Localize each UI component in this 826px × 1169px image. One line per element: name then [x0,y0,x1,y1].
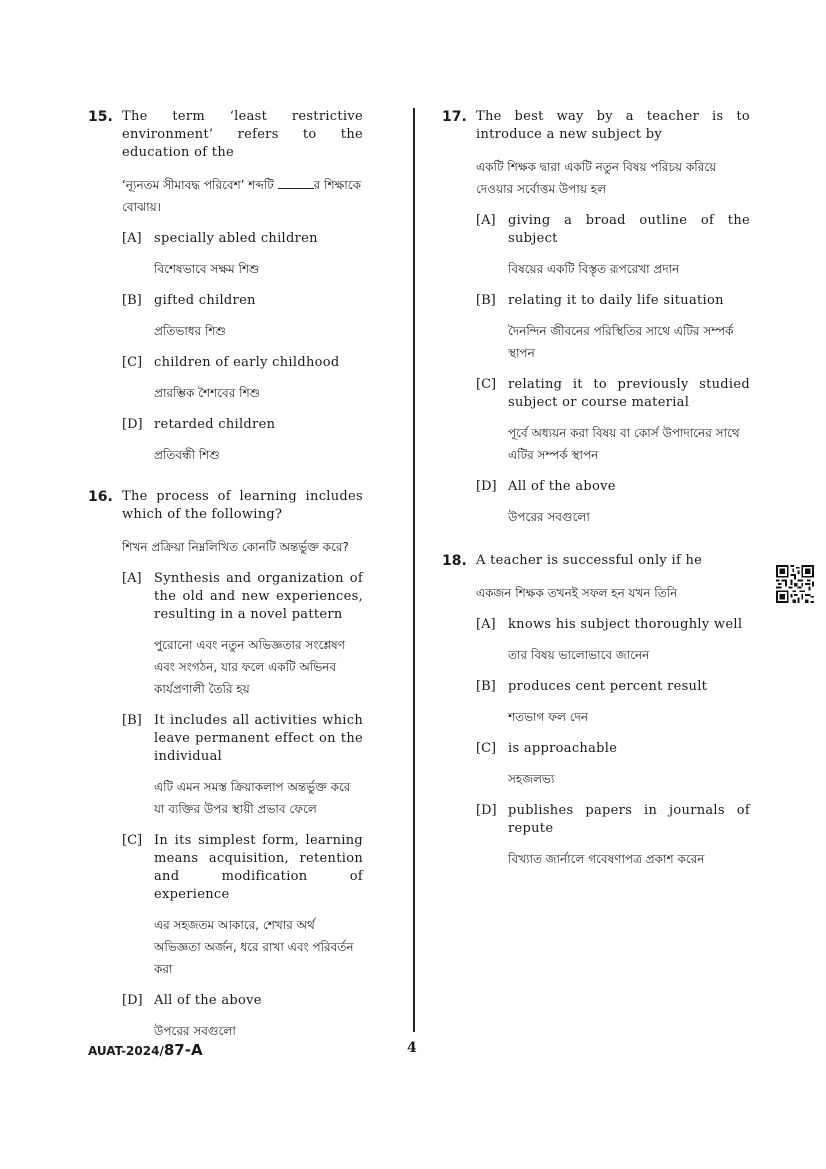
option-c[interactable] [476,376,750,466]
option-text-bn: বিষয়ের একটি বিস্তৃত রূপরেখা প্রদান [508,262,680,276]
question-text-en: The term ‘least restrictive environment’ refers to the education of the [122,109,363,160]
question-text-bn: একজন শিক্ষক তখনই সফল হন যখন তিনি [476,586,678,600]
option-text-en: is approachable [508,741,618,756]
option-label: [C] [122,833,143,848]
option-text-en: In its simplest form, learning means acquisition, retention and modification of experience [154,833,363,902]
question-18 [442,552,750,870]
option-label: [D] [476,479,497,494]
option-text-bn: বিখ্যাত জার্নালে গবেষণাপত্র প্রকাশ করেন [508,852,705,866]
right-column [442,108,750,870]
question-text-bn: ‘ন্যূনতম সীমাবদ্ধ পরিবেশ’ শব্দটি র শিক্ষাকে বোঝায়। [122,178,362,214]
question-text-en: A teacher is successful only if he [476,553,703,568]
option-label: [B] [476,293,496,308]
option-text-en: produces cent percent result [508,679,708,694]
qr-code-icon [776,565,814,603]
option-text-en: retarded children [154,417,276,432]
option-text-en: All of the above [508,479,616,494]
option-a[interactable] [122,570,363,700]
option-c[interactable] [476,740,750,790]
option-a[interactable] [476,616,750,666]
option-text-en: relating it to previously studied subject or course material [508,377,750,410]
option-text-bn: সহজলভ্য [508,772,555,786]
question-text-en: The process of learning includes which of the following? [122,489,363,522]
option-text-bn: পূর্বে অধ্যয়ন করা বিষয় বা কোর্স উপাদানের সাথে এটির সম্পর্ক স্থাপন [508,426,740,462]
option-label: [A] [476,617,496,632]
option-text-bn: শতভাগ ফল দেন [508,710,589,724]
option-a[interactable] [476,212,750,280]
option-a[interactable] [122,230,363,280]
option-text-bn: প্রতিভাধর শিশু [154,324,226,338]
option-text-en: knows his subject thoroughly well [508,617,743,632]
question-number: 15. [88,109,113,125]
option-text-bn: প্রতিবন্ধী শিশু [154,448,220,462]
option-text-en: gifted children [154,293,256,308]
question-number: 17. [442,109,467,125]
page-number: 4 [407,1040,417,1056]
option-label: [B] [122,713,142,728]
option-text-en: specially abled children [154,231,318,246]
column-divider [413,108,415,1032]
option-d[interactable] [122,416,363,466]
option-text-en: All of the above [154,993,262,1008]
left-column [88,108,363,1042]
option-label: [C] [122,355,143,370]
option-label: [A] [122,571,142,586]
option-text-bn: বিশেষভাবে সক্ষম শিশু [154,262,260,276]
question-15 [88,108,363,466]
option-b[interactable] [476,292,750,364]
option-label: [B] [122,293,142,308]
question-17 [442,108,750,528]
question-number: 18. [442,553,467,569]
option-text-bn: উপরের সবগুলো [154,1024,236,1038]
option-label: [D] [122,417,143,432]
option-text-bn: এর সহজতম আকারে, শেখার অর্থ অভিজ্ঞতা অর্জন, ধরে রাখা এবং পরিবর্তন করা [154,918,354,976]
option-b[interactable] [476,678,750,728]
option-label: [B] [476,679,496,694]
option-text-en: children of early childhood [154,355,340,370]
option-label: [C] [476,377,497,392]
question-text-bn: একটি শিক্ষক দ্বারা একটি নতুন বিষয় পরিচয় করিয়ে দেওয়ার সর্বোত্তম উপায় হল [476,160,717,196]
option-text-bn: এটি এমন সমস্ত ক্রিয়াকলাপ অন্তর্ভুক্ত করে যা ব্যক্তির উপর স্থায়ী প্রভাব ফেলে [154,780,351,816]
option-label: [A] [122,231,142,246]
option-d[interactable] [122,992,363,1042]
option-label: [A] [476,213,496,228]
option-text-en: giving a broad outline of the subject [508,213,750,246]
option-text-bn: পুরোনো এবং নতুন অভিজ্ঞতার সংশ্লেষণ এবং সংগঠন, যার ফলে একটি অভিনব কার্যপ্রণালী তৈরি হয় [154,638,346,696]
question-text-en: The best way by a teacher is to introduce a new subject by [476,109,750,142]
footer-exam-code: AUAT-2024/87-A [88,1041,203,1059]
option-d[interactable] [476,802,750,870]
option-c[interactable] [122,832,363,980]
question-text-bn: শিখন প্রক্রিয়া নিম্নলিখিত কোনটি অন্তর্ভুক্ত করে? [122,540,349,554]
option-text-bn: উপরের সবগুলো [508,510,590,524]
option-b[interactable] [122,292,363,342]
option-d[interactable] [476,478,750,528]
option-c[interactable] [122,354,363,404]
option-text-bn: প্রারম্ভিক শৈশবের শিশু [154,386,261,400]
option-text-en: It includes all activities which leave permanent effect on the individual [154,713,363,764]
option-text-en: relating it to daily life situation [508,293,724,308]
option-text-bn: দৈনন্দিন জীবনের পরিস্থিতির সাথে এটির সম্পর্ক স্থাপন [508,324,734,360]
question-number: 16. [88,489,113,505]
fill-blank [278,176,314,189]
option-text-bn: তার বিষয় ভালোভাবে জানেন [508,648,650,662]
option-label: [C] [476,741,497,756]
option-text-en: publishes papers in journals of repute [508,803,750,836]
question-16 [88,488,363,1042]
option-text-en: Synthesis and organization of the old and new experiences, resulting in a novel pattern [154,571,363,622]
option-label: [D] [122,993,143,1008]
option-label: [D] [476,803,497,818]
option-b[interactable] [122,712,363,820]
